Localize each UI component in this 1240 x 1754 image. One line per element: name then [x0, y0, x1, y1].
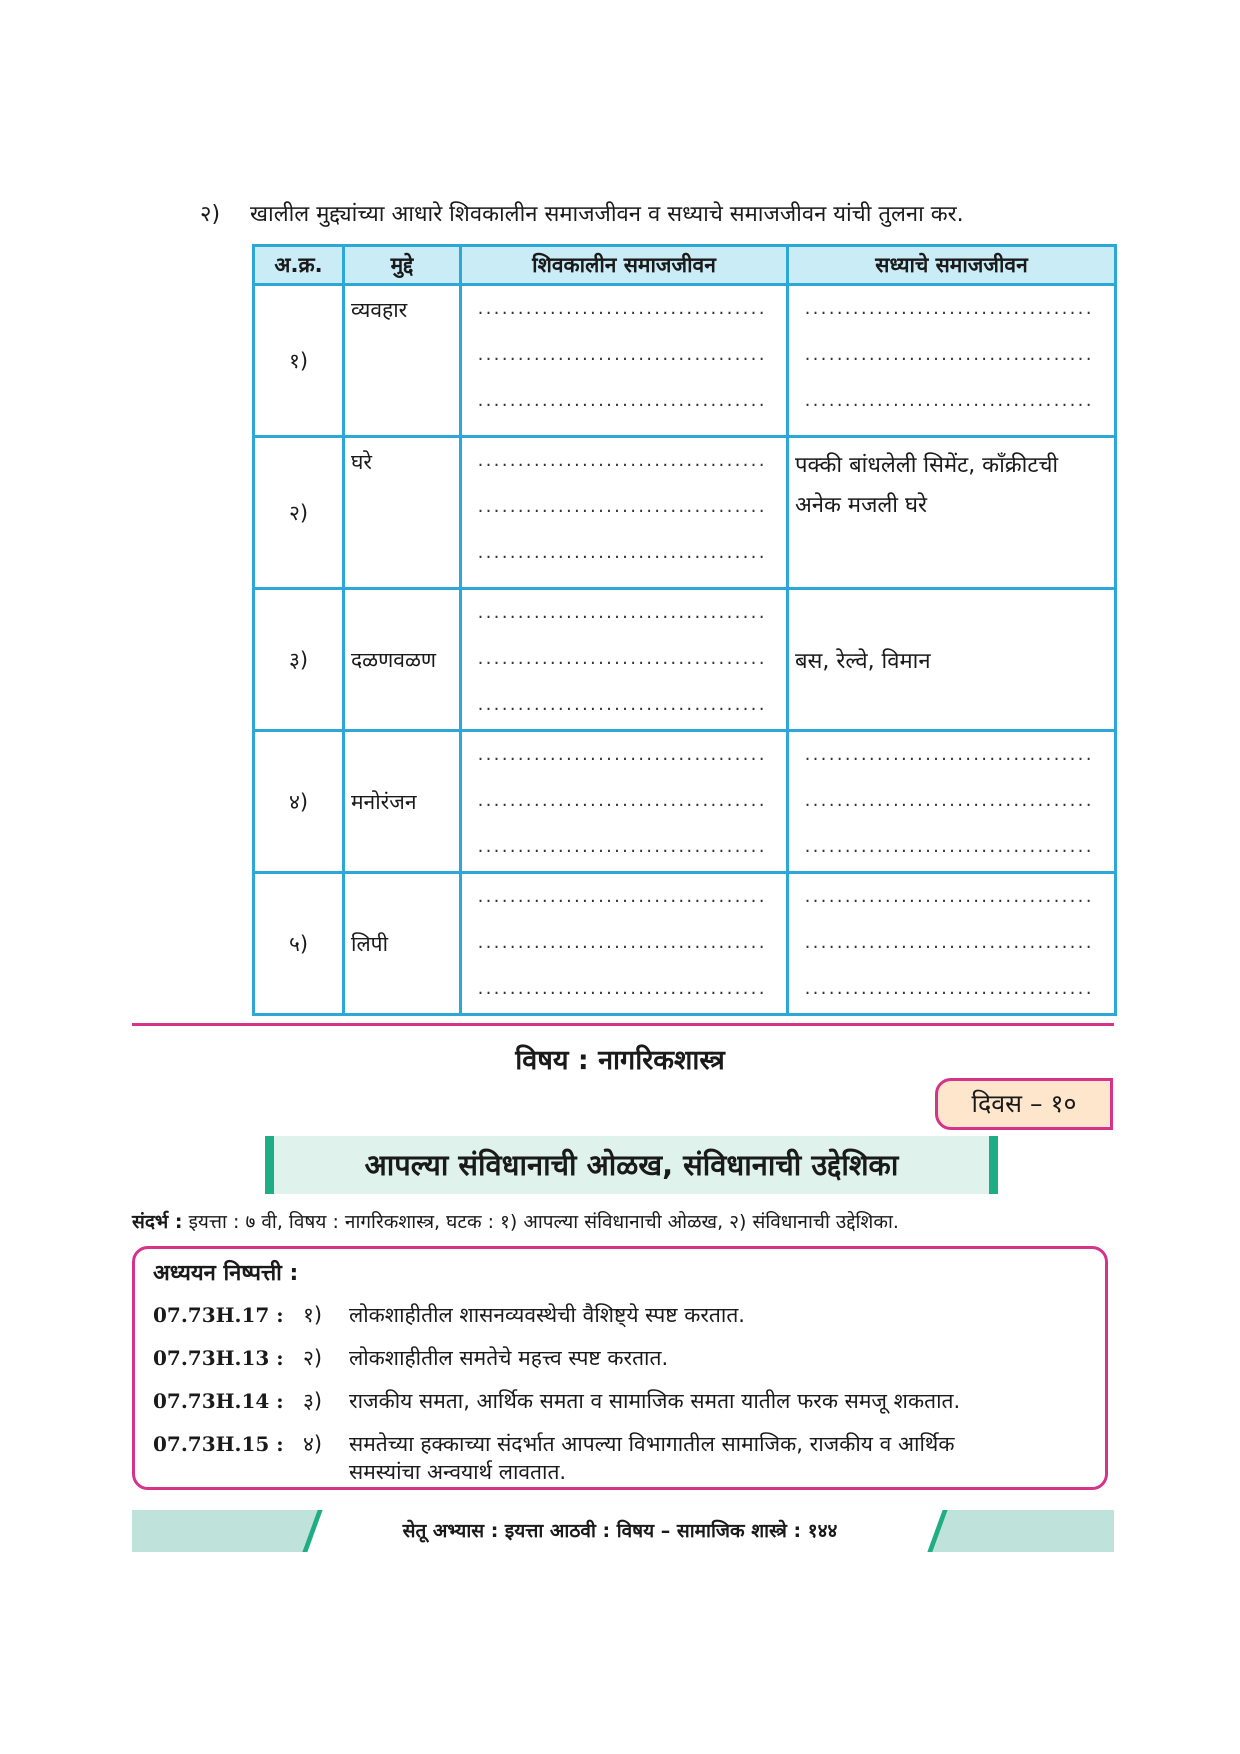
learning-outcomes-box — [132, 1246, 1108, 1490]
dotted-line: .................................... — [803, 980, 1093, 998]
answer-cell-shivaji[interactable] — [461, 437, 788, 589]
outcome-text: लोकशाहीतील समतेचे महत्त्व स्पष्ट करतात. — [349, 1346, 669, 1370]
dotted-line: .................................... — [476, 838, 766, 856]
footer-text: सेतू अभ्यास : इयत्ता आठवी : विषय – सामाजिक शास्त्रे : १४४ — [402, 1520, 838, 1542]
dotted-line: .................................... — [803, 346, 1093, 364]
dotted-line: .................................... — [803, 792, 1093, 810]
day-badge: दिवस – १० — [935, 1078, 1113, 1130]
dotted-line: .................................... — [803, 838, 1093, 856]
answer-cell-shivaji[interactable] — [461, 285, 788, 437]
header-serial: अ.क्र. — [254, 246, 344, 285]
modern-answer-line: पक्की बांधलेली सिमेंट, कॉंक्रीटची — [795, 453, 1059, 478]
dotted-line: .................................... — [476, 346, 766, 364]
table-row — [254, 589, 1116, 731]
dotted-line: .................................... — [476, 696, 766, 714]
reference-line — [132, 1208, 1122, 1234]
outcome-index: २) — [303, 1346, 323, 1370]
dotted-line: .................................... — [476, 650, 766, 668]
row-topic: घरे — [344, 437, 461, 589]
outcome-code: 07.73H.17 : — [153, 1303, 284, 1327]
table-row — [254, 285, 1116, 437]
table-row — [254, 873, 1116, 1015]
outcome-index: १) — [303, 1303, 323, 1327]
answer-cell-shivaji[interactable] — [461, 731, 788, 873]
outcome-index: ४) — [303, 1432, 323, 1456]
outcome-text: राजकीय समता, आर्थिक समता व सामाजिक समता यातील फरक समजू शकतात. — [349, 1389, 961, 1413]
answer-cell-shivaji[interactable] — [461, 873, 788, 1015]
outcome-item — [153, 1301, 745, 1329]
reference-label: संदर्भ : — [132, 1211, 183, 1233]
dotted-line: .................................... — [476, 392, 766, 410]
dotted-line: .................................... — [803, 392, 1093, 410]
row-serial: २) — [254, 437, 344, 589]
outcome-item — [153, 1387, 960, 1415]
answer-cell-modern — [788, 437, 1116, 589]
lesson-title: आपल्या संविधानाची ओळख, संविधानाची उद्देशिका — [265, 1136, 998, 1194]
modern-answer-text — [789, 438, 1114, 526]
answer-cell-shivaji[interactable] — [461, 589, 788, 731]
question-heading — [200, 198, 1115, 228]
modern-answer-line: बस, रेल्वे, विमान — [795, 649, 931, 674]
section-divider — [132, 1023, 1114, 1026]
table-row — [254, 731, 1116, 873]
outcome-item — [153, 1430, 954, 1486]
outcome-code: 07.73H.14 : — [153, 1389, 284, 1413]
row-serial: ५) — [254, 873, 344, 1015]
answer-cell-modern[interactable] — [788, 731, 1116, 873]
row-serial: ३) — [254, 589, 344, 731]
modern-answer-line: अनेक मजली घरे — [795, 493, 927, 518]
dotted-line: .................................... — [803, 746, 1093, 764]
outcome-index: ३) — [303, 1389, 323, 1413]
row-topic: दळणवळण — [344, 589, 461, 731]
question-number: २) — [200, 202, 221, 227]
question-text: खालील मुद्द्यांच्या आधारे शिवकालीन समाजजीवन व सध्याचे समाजजीवन यांची तुलना कर. — [250, 202, 964, 227]
answer-cell-modern[interactable] — [788, 285, 1116, 437]
comparison-table — [252, 244, 1117, 1016]
row-topic: लिपी — [344, 873, 461, 1015]
dotted-line: .................................... — [476, 980, 766, 998]
outcome-text-continued: समस्यांचा अन्वयार्थ लावतात. — [349, 1460, 567, 1484]
reference-text: इयत्ता : ७ वी, विषय : नागरिकशास्त्र, घटक : १) आपल्या संविधानाची ओळख, २) संविधानाची उद्देशिका. — [188, 1211, 899, 1233]
dotted-line: .................................... — [803, 888, 1093, 906]
subject-title: विषय : नागरिकशास्त्र — [515, 1045, 725, 1076]
outcome-code: 07.73H.13 : — [153, 1346, 284, 1370]
table-header-row — [254, 246, 1116, 285]
outcome-text: समतेच्या हक्काच्या संदर्भात आपल्या विभागातील सामाजिक, राजकीय व आर्थिक — [349, 1432, 955, 1456]
dotted-line: .................................... — [476, 300, 766, 318]
row-serial: १) — [254, 285, 344, 437]
dotted-line: .................................... — [476, 746, 766, 764]
answer-cell-modern[interactable] — [788, 873, 1116, 1015]
dotted-line: .................................... — [476, 792, 766, 810]
row-topic: मनोरंजन — [344, 731, 461, 873]
header-modern: सध्याचे समाजजीवन — [788, 246, 1116, 285]
dotted-line: .................................... — [476, 544, 766, 562]
answer-cell-modern — [788, 589, 1116, 731]
dotted-line: .................................... — [476, 498, 766, 516]
dotted-line: .................................... — [476, 604, 766, 622]
outcomes-title: अध्ययन निष्पत्ती : — [153, 1261, 299, 1286]
outcome-code: 07.73H.15 : — [153, 1432, 284, 1456]
outcome-text: लोकशाहीतील शासनव्यवस्थेची वैशिष्ट्ये स्पष्ट करतात. — [349, 1303, 745, 1327]
dotted-line: .................................... — [476, 888, 766, 906]
header-shivaji-era: शिवकालीन समाजजीवन — [461, 246, 788, 285]
row-topic: व्यवहार — [344, 285, 461, 437]
row-serial: ४) — [254, 731, 344, 873]
outcome-item — [153, 1344, 668, 1372]
dotted-line: .................................... — [476, 934, 766, 952]
header-topic: मुद्दे — [344, 246, 461, 285]
table-row — [254, 437, 1116, 589]
dotted-line: .................................... — [803, 934, 1093, 952]
dotted-line: .................................... — [803, 300, 1093, 318]
dotted-line: .................................... — [476, 452, 766, 470]
